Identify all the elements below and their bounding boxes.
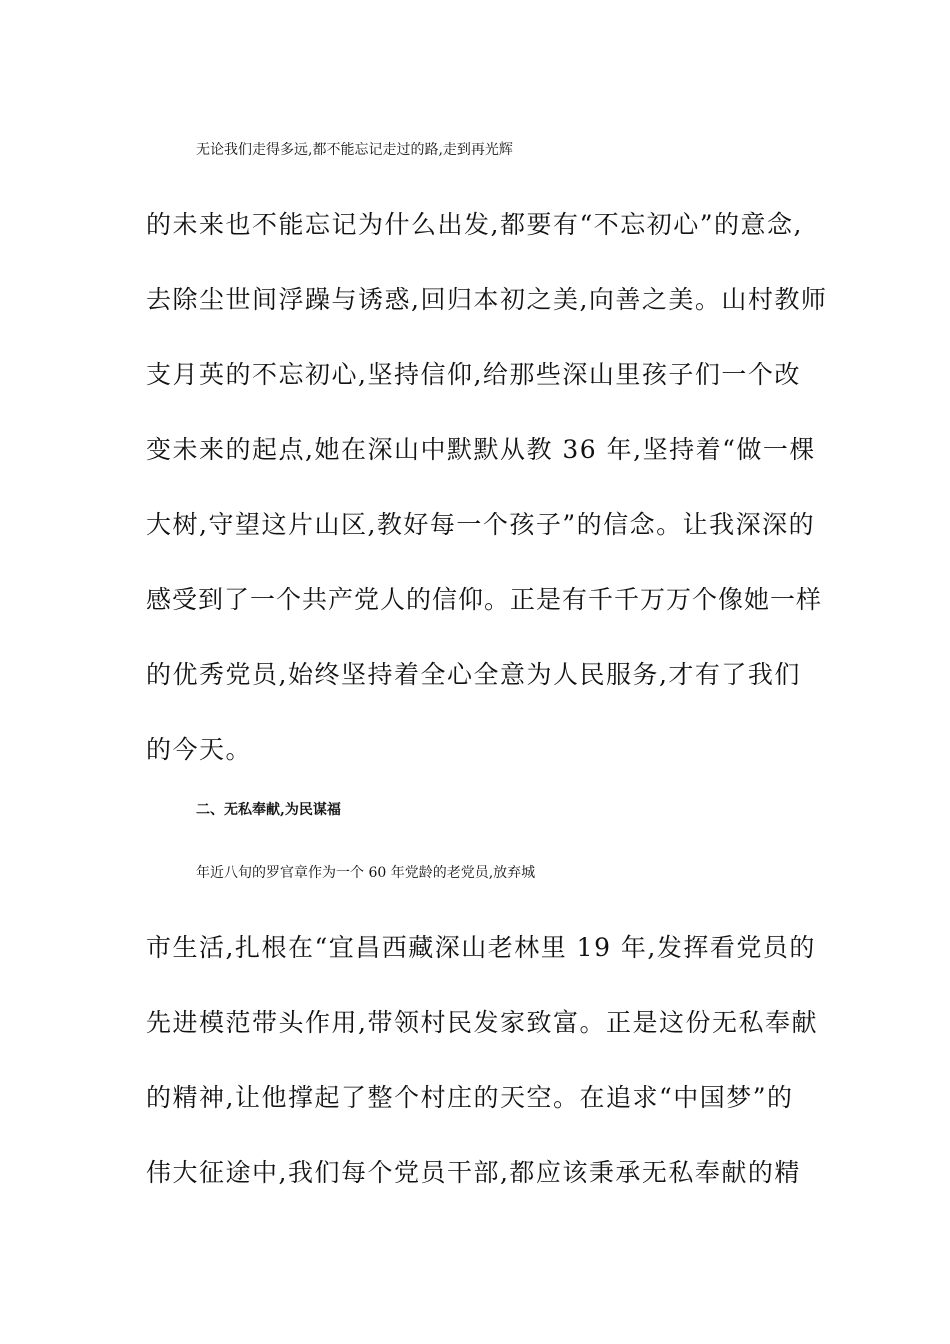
paragraph-1-line-8: 的优秀党员,始终坚持着全心全意为人民服务,才有了我们 [146,660,801,689]
paragraph-1-line-2: 的未来也不能忘记为什么出发,都要有“不忘初心”的意念, [146,210,803,239]
paragraph-1-line-9: 的今天。 [146,735,253,764]
paragraph-2-line-4: 的精神,让他撑起了整个村庄的天空。在追求“中国梦”的 [146,1083,794,1112]
paragraph-2-line-1: 年近八旬的罗官章作为一个 60 年党龄的老党员,放弃城 [196,865,536,881]
paragraph-2-line-5: 伟大征途中,我们每个党员干部,都应该秉承无私奉献的精 [146,1158,801,1187]
paragraph-2-line-3: 先进模范带头作用,带领村民发家致富。正是这份无私奉献 [146,1008,818,1037]
paragraph-1-line-1: 无论我们走得多远,都不能忘记走过的路,走到再光辉 [196,142,513,158]
section-heading: 二、无私奉献,为民谋福 [196,802,341,818]
paragraph-1-line-6: 大树,守望这片山区,教好每一个孩子”的信念。让我深深的 [146,510,816,539]
paragraph-2-line-2: 市生活,扎根在“宜昌西藏深山老林里 19 年,发挥看党员的 [146,933,816,962]
paragraph-1-line-7: 感受到了一个共产党人的信仰。正是有千千万万个像她一样 [146,585,823,614]
paragraph-1-line-5: 变未来的起点,她在深山中默默从教 36 年,坚持着“做一棵 [146,435,816,464]
paragraph-1-line-3: 去除尘世间浮躁与诱惑,回归本初之美,向善之美。山村教师 [146,285,828,314]
paragraph-1-line-4: 支月英的不忘初心,坚持信仰,给那些深山里孩子们一个改 [146,360,801,389]
